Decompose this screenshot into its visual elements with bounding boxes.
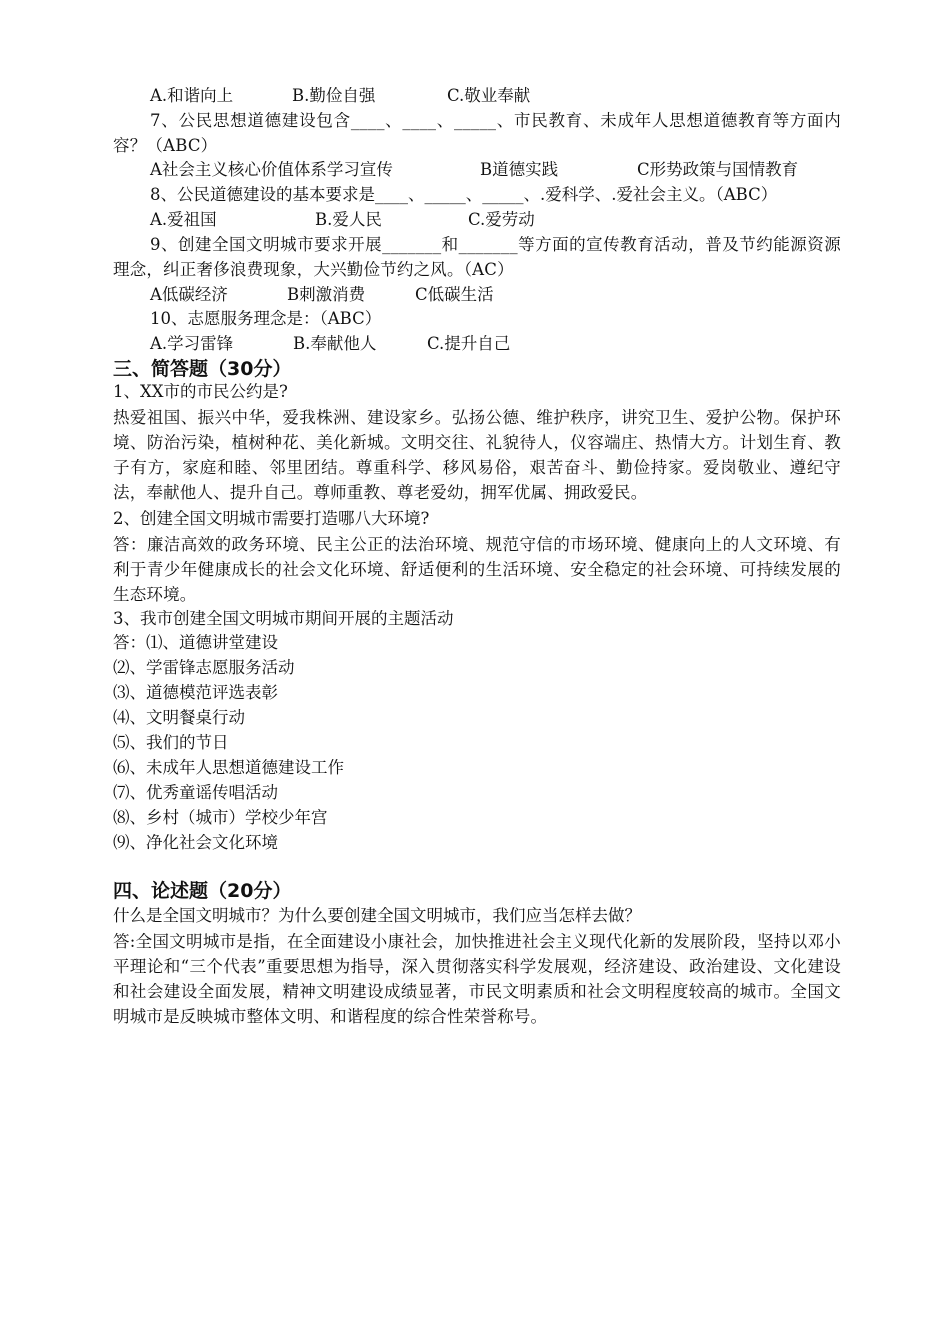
q9-option-b: B刺激消费 xyxy=(287,285,366,304)
activity-item: ⑻、乡村（城市）学校少年宫 xyxy=(113,808,328,827)
q8-option-a: A.爱祖国 xyxy=(150,210,217,229)
activity-item: ⑸、我们的节日 xyxy=(113,733,229,752)
q10-option-b: B.奉献他人 xyxy=(293,334,377,353)
q9-options xyxy=(150,285,880,305)
q8-option-b: B.爱人民 xyxy=(315,210,382,229)
q10-option-a: A.学习雷锋 xyxy=(150,334,234,353)
q9-option-c: C低碳生活 xyxy=(415,285,494,304)
activity-item: 答：⑴、道德讲堂建设 xyxy=(113,633,278,652)
q7-option-a: A社会主义核心价值体系学习宣传 xyxy=(150,160,393,179)
q10-options xyxy=(150,334,880,354)
short-answer-a2: 答：廉洁高效的政务环境、民主公正的法治环境、规范守信的市场环境、健康向上的人文环境、有利于青少年健康成长的社会文化环境、舒适便利的生活环境、安全稳定的社会环境、可持续发展的生态环境。 xyxy=(113,535,841,604)
activity-item: ⑶、道德模范评选表彰 xyxy=(113,683,278,702)
q9-text: 9、创建全国文明城市要求开展_______和_______等方面的宣传教育活动，普及节约能源资源理念，纠正奢侈浪费现象，大兴勤俭节约之风。（AC） xyxy=(113,235,841,279)
activity-item: ⑼、净化社会文化环境 xyxy=(113,833,278,852)
q8-options xyxy=(150,210,880,230)
activity-item: ⑺、优秀童谣传唱活动 xyxy=(113,783,278,802)
q9-option-a: A低碳经济 xyxy=(150,285,228,304)
short-answer-q2: 2、创建全国文明城市需要打造哪八大环境? xyxy=(113,509,430,528)
q6-option-b: B.勤俭自强 xyxy=(292,86,376,105)
essay-question: 什么是全国文明城市？为什么要创建全国文明城市，我们应当怎样去做？ xyxy=(113,906,641,925)
essay-answer: 答:全国文明城市是指，在全面建设小康社会，加快推进社会主义现代化新的发展阶段，坚持以邓小平理论和“三个代表”重要思想为指导，深入贯彻落实科学发展观，经济建设、政治建设、文化建设和社会建设全面发展，精神文明建设成绩显著，市民文明素质和社会文明程度较高的城市。全国文明城市是反映城市整体文明、和谐程度的综合性荣誉称号。 xyxy=(113,932,841,1026)
q7-option-b: B道德实践 xyxy=(480,160,559,179)
q6-option-a: A.和谐向上 xyxy=(150,86,234,105)
activity-item: ⑹、未成年人思想道德建设工作 xyxy=(113,758,344,777)
q7-option-c: C形势政策与国情教育 xyxy=(637,160,799,179)
short-answer-q3: 3、我市创建全国文明城市期间开展的主题活动 xyxy=(113,609,454,628)
q7-text: 7、公民思想道德建设包含____、____、_____、市民教育、未成年人思想道德教育等方面内容？（ABC） xyxy=(113,111,841,155)
q8-option-c: C.爱劳动 xyxy=(468,210,535,229)
short-answer-q1: 1、XX市的市民公约是? xyxy=(113,382,288,401)
q8-text: 8、公民道德建设的基本要求是____、_____、_____、.爱科学、.爱社会主义。（ABC） xyxy=(150,185,778,204)
q6-option-c: C.敬业奉献 xyxy=(447,86,531,105)
activity-item: ⑷、文明餐桌行动 xyxy=(113,708,245,727)
q6-options xyxy=(150,86,880,106)
q10-text: 10、志愿服务理念是：（ABC） xyxy=(150,309,382,328)
q10-option-c: C.提升自己 xyxy=(427,334,511,353)
section-heading-short-answer: 三、简答题（30分） xyxy=(113,358,292,380)
q7-options xyxy=(150,160,880,180)
section-heading-essay: 四、论述题（20分） xyxy=(113,880,292,902)
activity-item: ⑵、学雷锋志愿服务活动 xyxy=(113,658,295,677)
short-answer-a1: 热爱祖国、振兴中华，爱我株洲、建设家乡。弘扬公德、维护秩序，讲究卫生、爱护公物。保护环境、防治污染，植树种花、美化新城。文明交往、礼貌待人，仪容端庄、热情大方。计划生育、教子有方，家庭和睦、邻里团结。尊重科学、移风易俗，艰苦奋斗、勤俭持家。爱岗敬业、遵纪守法，奉献他人、提升自己。尊师重教、尊老爱幼，拥军优属、拥政爱民。 xyxy=(113,408,841,502)
